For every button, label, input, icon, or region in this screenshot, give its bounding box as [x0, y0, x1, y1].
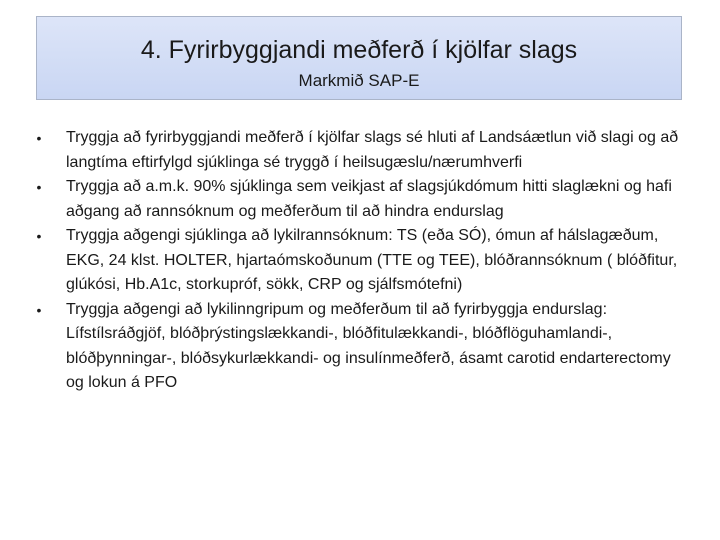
bullet-item	[32, 224, 682, 298]
bullet-dot-icon: •	[36, 228, 42, 244]
bullet-text: Tryggja að fyrirbyggjandi meðferð í kjölfar slags sé hluti af Landsáætlun við slagi og að langtíma eftirfylgd sjúklinga sé tryggð í heilsugæslu/nærumhverfi	[66, 129, 679, 171]
slide-title: 4. Fyrirbyggjandi meðferð í kjölfar slags	[140, 36, 578, 64]
bullet-item	[32, 175, 682, 224]
bullet-item	[32, 298, 682, 396]
bullet-text: Tryggja aðgengi að lykilinngripum og meðferðum til að fyrirbyggja endurslag: Lífstílsráðgjöf, blóðþrýstingslækkandi-, blóðfitulækkandi-, blóðflöguhamlandi-, blóðþynningar-, blóðsykurlækkandi- og insulínmeðferð, ásamt carotid endarterectomy og lokun á PFO	[66, 300, 671, 391]
bullet-list	[32, 126, 682, 396]
bullet-text: Tryggja að a.m.k. 90% sjúklinga sem veikjast af slagsjúkdómum hitti slaglækni og hafi aðgang að rannsóknum og meðferðum til að hindra endurslag	[66, 178, 672, 220]
bullet-text: Tryggja aðgengi sjúklinga að lykilrannsóknum: TS (eða SÓ), ómun af hálslagæðum, EKG, 24 klst. HOLTER, hjartaómskoðunum (TTE og TEE), blóðrannsóknum ( blóðfitur, glúkósi, Hb.A1c, storkupróf, sökk, CRP og sjálfsmótefni)	[66, 227, 678, 293]
title-box	[36, 16, 682, 100]
slide-subtitle: Markmið SAP-E	[298, 71, 420, 90]
bullet-item	[32, 126, 682, 175]
bullet-dot-icon: •	[36, 179, 42, 195]
bullet-dot-icon: •	[36, 130, 42, 146]
bullet-dot-icon: •	[36, 301, 42, 318]
